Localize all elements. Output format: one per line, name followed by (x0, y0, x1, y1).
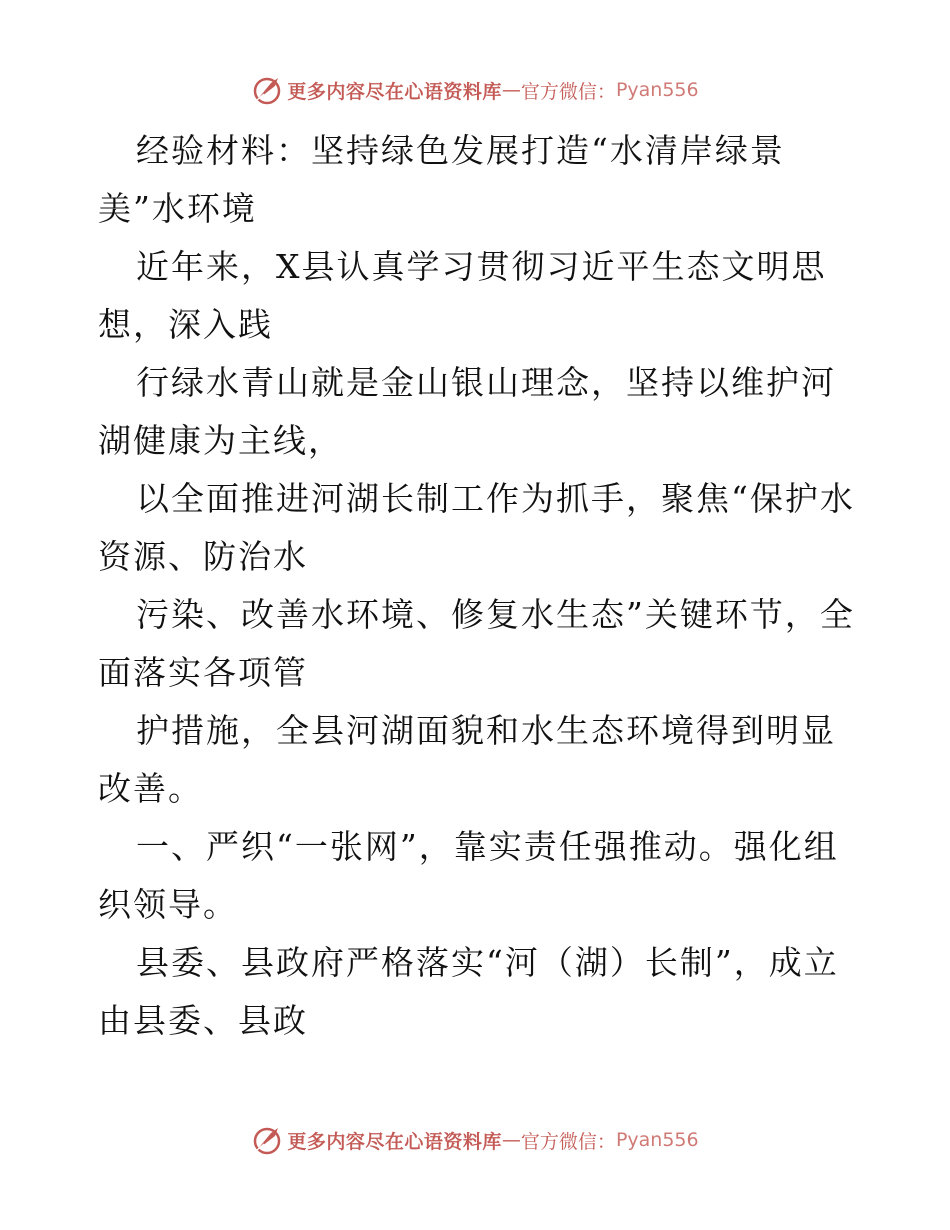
paragraph: 污染、改善水环境、修复水生态”关键环节，全面落实各项管 (98, 595, 855, 692)
banner-wechat-id: Pyan556 (615, 79, 699, 101)
paragraph: 护措施，全县河湖面貌和水生态环境得到明显改善。 (98, 711, 836, 808)
section-heading: 一、严织“一张网”，靠实责任强推动。强化组织领导。 (98, 827, 839, 924)
paragraph: 以全面推进河湖长制工作为抓手，聚焦“保护水资源、防治水 (98, 479, 855, 576)
banner-site-name: 更多内容尽在心语资料库 (287, 1130, 502, 1153)
header-banner (0, 70, 950, 110)
paragraph: 近年来，X县认真学习贯彻习近平生态文明思想，深入践 (98, 247, 827, 344)
paragraph: 行绿水青山就是金山银山理念，坚持以维护河湖健康为主线， (98, 363, 836, 460)
banner-wechat-label: 官方微信： (520, 1130, 616, 1153)
banner-wechat-label: 官方微信： (520, 80, 616, 103)
document-title: 经验材料：坚持绿色发展打造“水清岸绿景美”水环境 (98, 131, 785, 228)
banner-separator: — (501, 79, 521, 101)
quill-pen-logo-icon (251, 1124, 283, 1156)
quill-pen-logo-icon (251, 74, 283, 106)
footer-banner (0, 1120, 950, 1160)
banner-site-name: 更多内容尽在心语资料库 (287, 80, 502, 103)
document-body (98, 122, 858, 1050)
paragraph: 县委、县政府严格落实“河（湖）长制”，成立由县委、县政 (98, 943, 839, 1040)
banner-separator: — (501, 1129, 521, 1151)
banner-wechat-id: Pyan556 (615, 1129, 699, 1151)
